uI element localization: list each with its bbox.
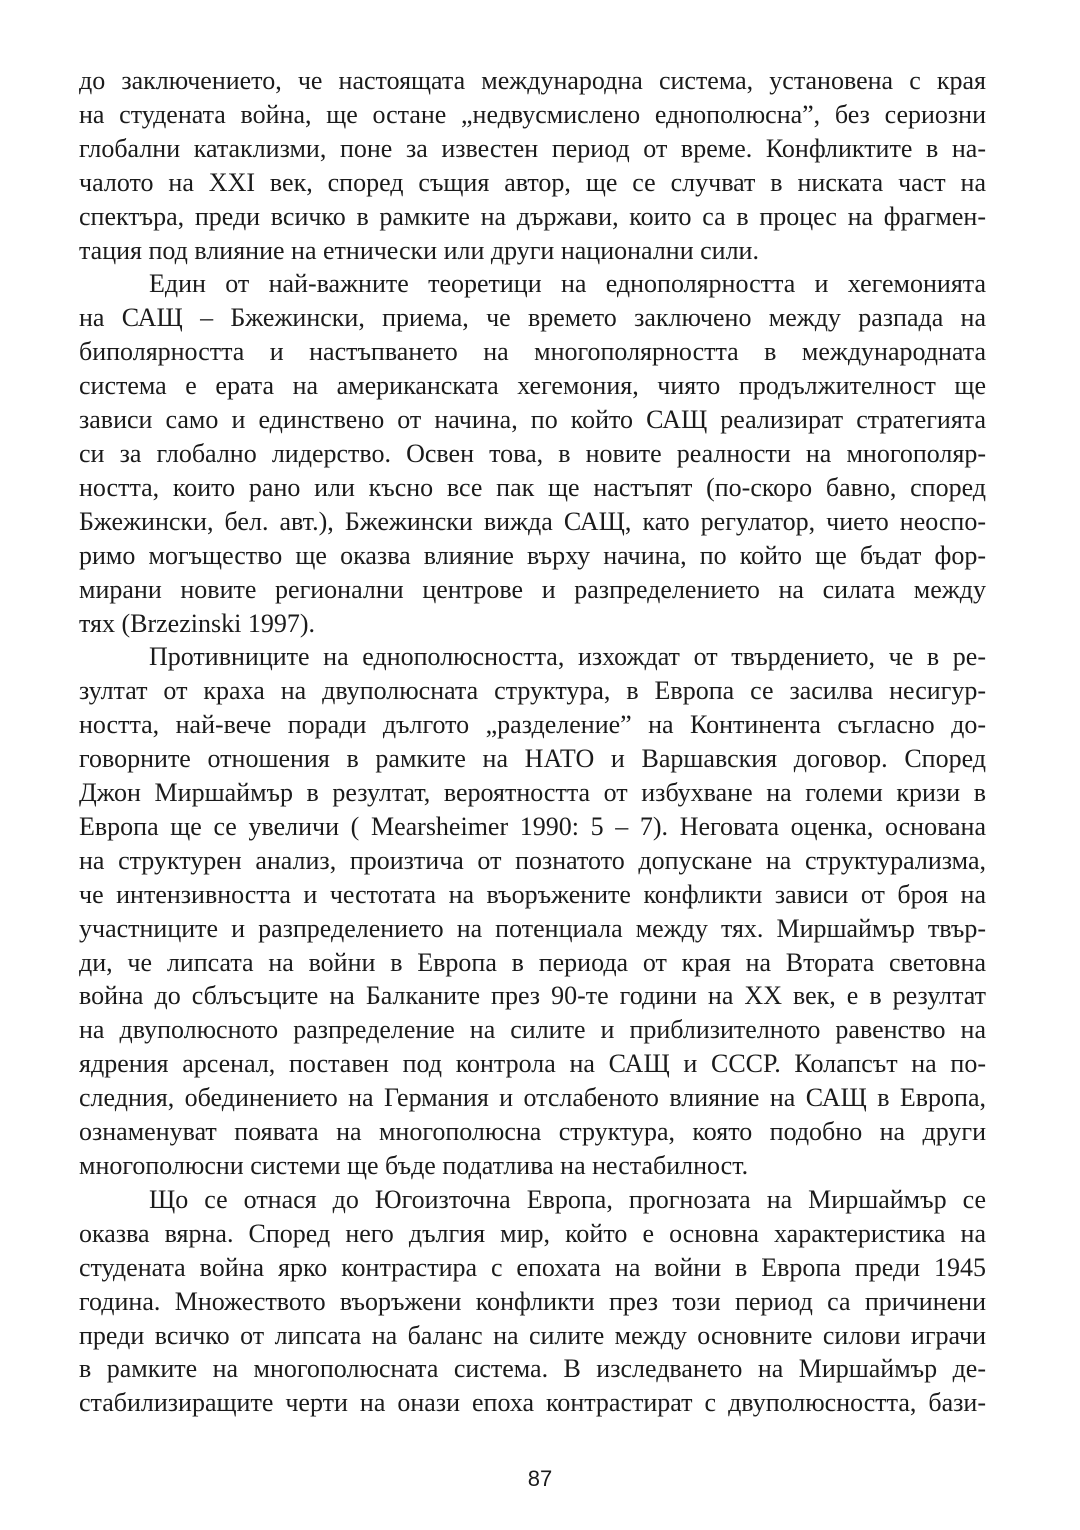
page-body [79, 64, 986, 1420]
text-line: спектъра, преди всичко в рамките на държави, които са в процес на фрагмен- [79, 201, 986, 231]
text-line: в рамките на многополюсната система. В изследването на Миршаймър де- [79, 1354, 986, 1384]
text-line: ядрения арсенал, поставен под контрола на САЩ и СССР. Колапсът на по- [79, 1049, 986, 1079]
text-line: многополюсни системи ще бъде податлива на нестабилност. [79, 1151, 749, 1180]
text-line: следния, обединението на Германия и отслабеното влияние на САЩ в Европа, [79, 1083, 986, 1113]
page-number: 87 [527, 1466, 553, 1491]
text-line: Джон Миршаймър в резултат, вероятността от избухване на големи кризи в [79, 778, 986, 808]
text-line: глобални катаклизми, поне за известен период от време. Конфликтите в на- [79, 133, 986, 163]
text-line: Европа ще се увеличи ( Mearsheimer 1990: 5 – 7). Неговата оценка, основана [79, 811, 986, 841]
text-line: на студената война, ще остане „недвусмислено еднополюсна”, без сериозни [79, 99, 986, 129]
text-line: ознаменуват появата на многополюсна структура, която подобно на други [79, 1117, 986, 1147]
text-line: Що се отнася до Югоизточна Европа, прогнозата на Миршаймър се [149, 1184, 986, 1214]
text-line: че интензивността и честотата на въоръжените конфликти зависи от броя на [79, 879, 986, 909]
text-line: ди, че липсата на войни в Европа в периода от края на Втората световна [79, 947, 986, 977]
text-line: на двуполюсното разпределение на силите и приблизителното равенство на [79, 1015, 986, 1045]
text-line: си за глобално лидерство. Освен това, в новите реалности на многополяр- [79, 438, 986, 468]
paragraph [79, 64, 986, 267]
text-line: студената война ярко контрастира с епохата на войни в Европа преди 1945 [79, 1252, 986, 1282]
text-line: биполярността и настъпването на многополярността в международната [79, 337, 986, 367]
text-line: Бжежински, бел. авт.), Бжежински вижда САЩ, като регулатор, чието неоспо- [79, 506, 986, 536]
text-line: ността, най-вече поради дългото „разделение” на Континента съгласно до- [79, 710, 986, 740]
text-line: стабилизиращите черти на онази епоха контрастират с двуполюсността, бази- [79, 1388, 986, 1418]
text-line: на САЩ – Бжежински, приема, че времето заключено между разпада на [79, 303, 986, 333]
text-line: чалото на XXI век, според същия автор, ще се случват в ниската част на [79, 167, 986, 197]
text-column [79, 64, 986, 1420]
text-line: ността, които рано или късно все пак ще настъпят (по-скоро бавно, според [79, 472, 986, 502]
text-line: тация под влияние на етнически или други национални сили. [79, 235, 759, 265]
text-line: говорните отношения в рамките на НАТО и Варшавския договор. Според [79, 744, 986, 774]
text-line: участниците и разпределението на потенциала между тях. Миршаймър твър- [79, 913, 986, 943]
paragraph [79, 640, 986, 1183]
text-line: Противниците на еднополюсността, изхождат от твърдението, че в ре- [149, 642, 986, 672]
text-line: война до сблъсъците на Балканите през 90-те години на XX век, е в резултат [79, 981, 986, 1011]
text-line: зултат от краха на двуполюсната структура, в Европа се засилва несигур- [79, 676, 986, 706]
text-line: система е ерата на американската хегемония, чиято продължителност ще [79, 371, 986, 401]
text-line: мирани новите регионални центрове и разпределението на силата между [79, 574, 986, 604]
text-line: римо могъщество ще оказва влияние върху начина, по който ще бъдат фор- [79, 540, 986, 570]
text-line: до заключението, че настоящата международна система, установена с края [79, 66, 986, 95]
text-line: оказва вярна. Според него дългия мир, който е основна характеристика на [79, 1218, 986, 1248]
paragraph [79, 1183, 986, 1420]
paragraph [79, 267, 986, 640]
text-line: зависи само и единствено от начина, по който САЩ реализират стратегията [79, 405, 986, 435]
text-line: на структурен анализ, произтича от познатото допускане на структурализма, [79, 845, 986, 875]
text-line: Един от най-важните теоретици на еднополярността и хегемонията [149, 269, 986, 299]
text-line: преди всичко от липсата на баланс на силите между основните силови играчи [79, 1320, 986, 1350]
text-line: тях (Brzezinski 1997). [79, 608, 315, 638]
text-line: година. Множеството въоръжени конфликти през този период са причинени [79, 1286, 986, 1316]
